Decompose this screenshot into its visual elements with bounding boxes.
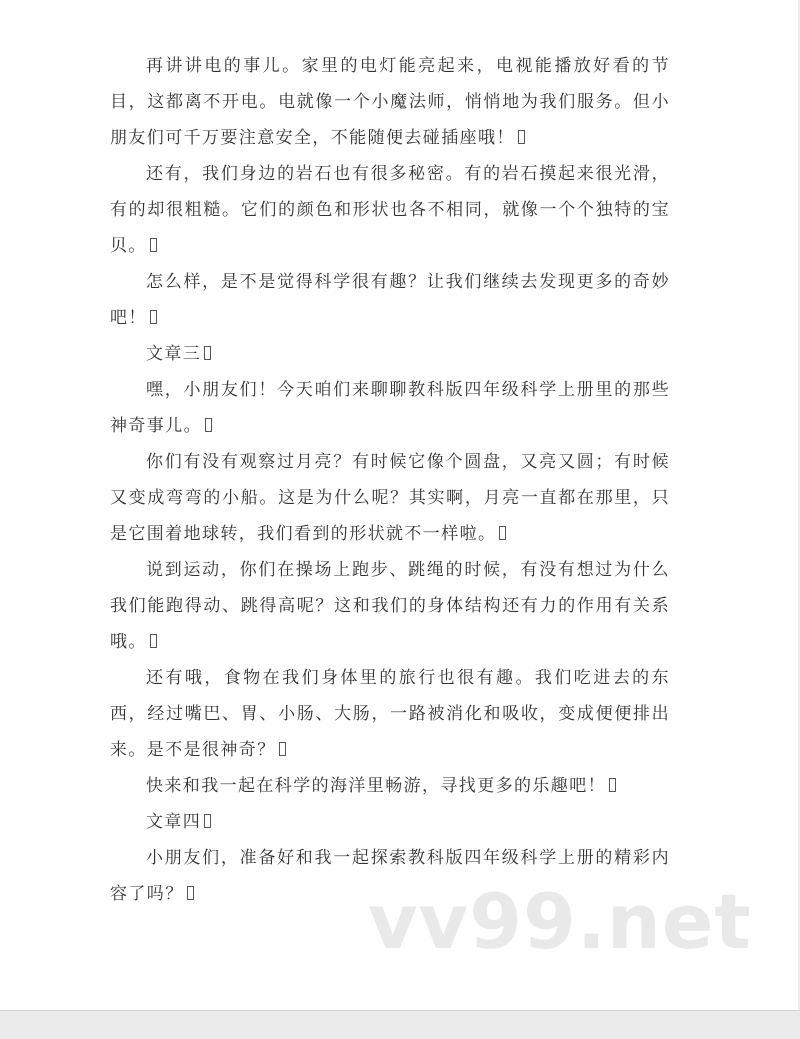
section-heading	[110, 804, 670, 840]
paragraph-text: 还有，我们身边的岩石也有很多秘密。有的岩石摸起来很光滑，有的却很粗糙。它们的颜色和形状也各不相同，就像一个个独特的宝贝。	[110, 164, 670, 256]
paragraph-mark-icon	[279, 742, 286, 756]
section-heading	[110, 336, 670, 372]
watermark: vv99.net	[368, 877, 752, 966]
paragraph	[110, 444, 670, 552]
paragraph	[110, 48, 670, 156]
paragraph-mark-icon	[204, 814, 211, 828]
paragraph	[110, 552, 670, 660]
paragraph-text: 怎么样，是不是觉得科学很有趣？让我们继续去发现更多的奇妙吧！	[110, 272, 670, 328]
paragraph-text: 你们有没有观察过月亮？有时候它像个圆盘，又亮又圆；有时候又变成弯弯的小船。这是为什么呢？其实啊，月亮一直都在那里，只是它围着地球转，我们看到的形状就不一样啦。	[110, 452, 670, 544]
paragraph	[110, 660, 670, 768]
paragraph-mark-icon	[204, 346, 211, 360]
paragraph-mark-icon	[205, 418, 212, 432]
paragraph-mark-icon	[150, 238, 157, 252]
paragraph-text: 再讲讲电的事儿。家里的电灯能亮起来，电视能播放好看的节目，这都离不开电。电就像一个小魔法师，悄悄地为我们服务。但小朋友们可千万要注意安全，不能随便去碰插座哦！	[110, 56, 670, 148]
document-body	[110, 48, 670, 912]
paragraph	[110, 156, 670, 264]
paragraph-text: 还有哦，食物在我们身体里的旅行也很有趣。我们吃进去的东西，经过嘴巴、胃、小肠、大肠，一路被消化和吸收，变成便便排出来。是不是很神奇？	[110, 668, 670, 760]
paragraph-mark-icon	[150, 310, 157, 324]
paragraph-mark-icon	[609, 778, 616, 792]
section-heading-text: 文章三	[146, 344, 202, 364]
page-footer-bar	[0, 1010, 800, 1039]
paragraph-mark-icon	[499, 526, 506, 540]
paragraph-text: 说到运动，你们在操场上跑步、跳绳的时候，有没有想过为什么我们能跑得动、跳得高呢？这和我们的身体结构还有力的作用有关系哦。	[110, 560, 670, 652]
paragraph	[110, 264, 670, 336]
paragraph-text: 嘿，小朋友们！今天咱们来聊聊教科版四年级科学上册里的那些神奇事儿。	[110, 380, 670, 436]
paragraph-mark-icon	[518, 130, 525, 144]
paragraph	[110, 768, 670, 804]
paragraph-text: 小朋友们，准备好和我一起探索教科版四年级科学上册的精彩内容了吗？	[110, 848, 670, 904]
section-heading-text: 文章四	[146, 812, 202, 832]
paragraph	[110, 372, 670, 444]
paragraph-text: 快来和我一起在科学的海洋里畅游，寻找更多的乐趣吧！	[146, 776, 606, 796]
paragraph-mark-icon	[187, 886, 194, 900]
paragraph-mark-icon	[150, 634, 157, 648]
